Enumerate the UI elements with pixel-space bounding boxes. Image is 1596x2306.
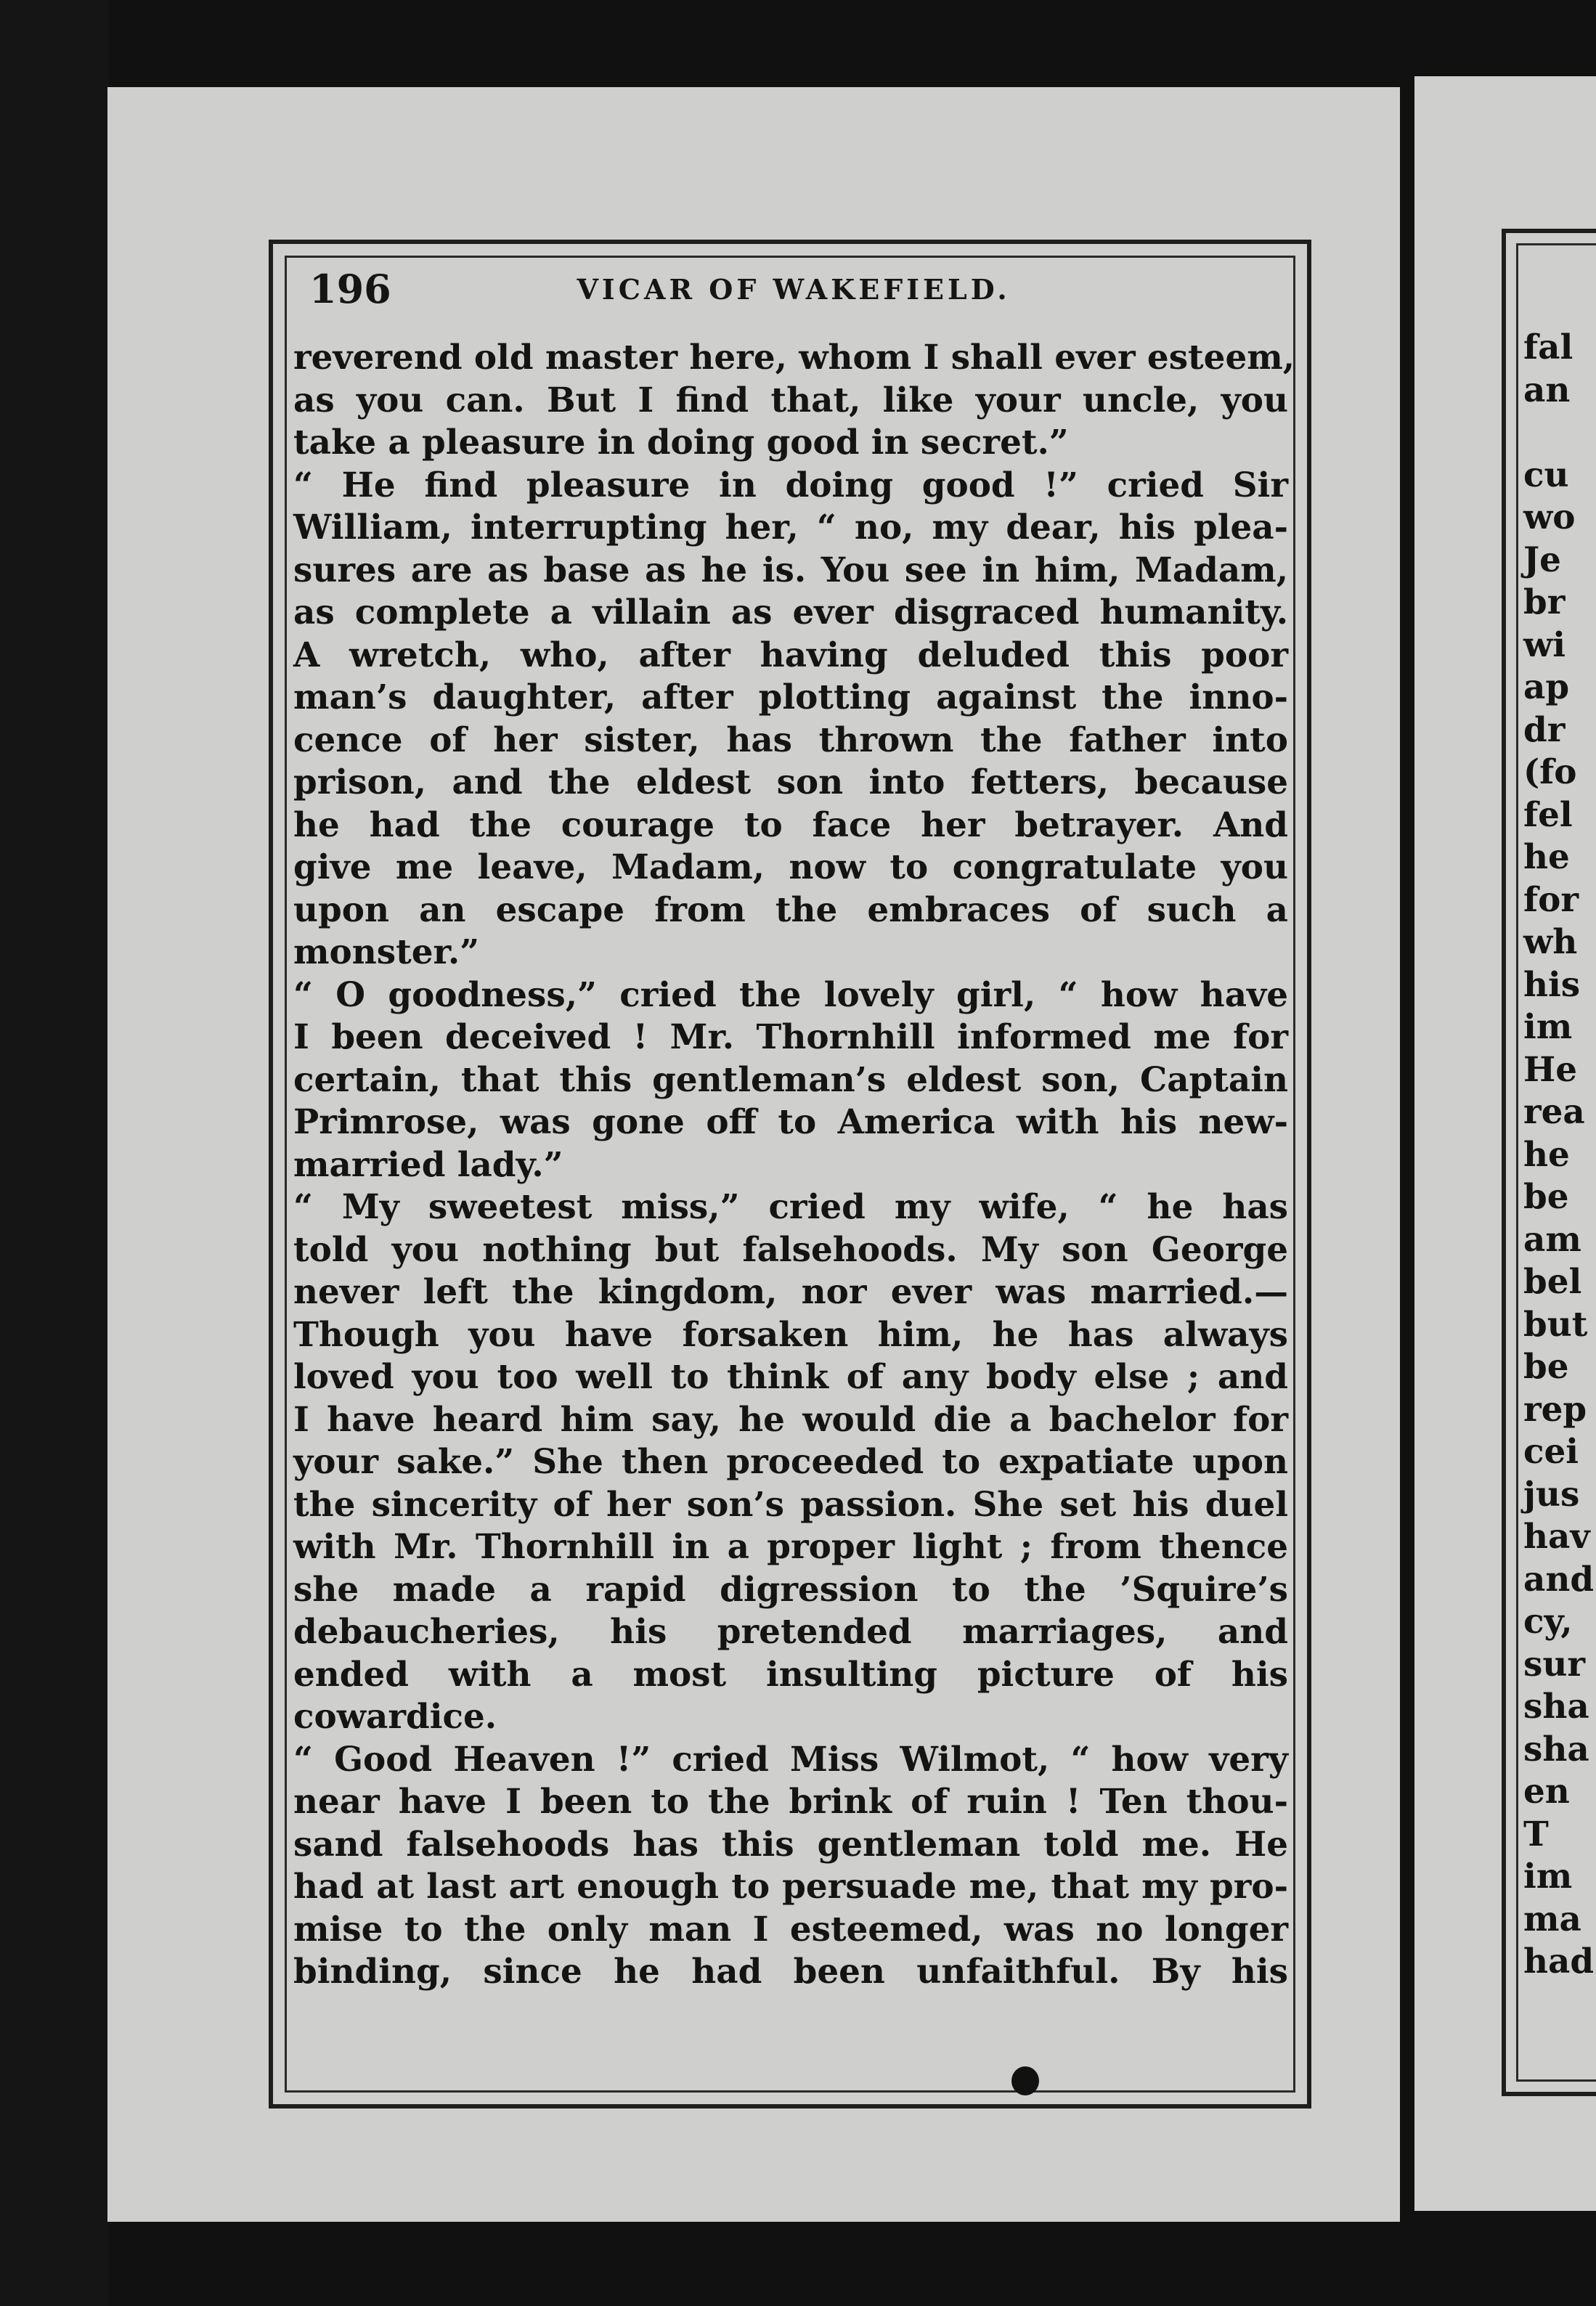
text-line: had at last art enough to persuade me, that my pro-: [293, 1867, 1288, 1907]
text-line: loved you too well to think of any body else ; and: [293, 1357, 1288, 1397]
adjacent-text-fragment: im: [1523, 1007, 1573, 1047]
text-line: Primrose, was gone off to America with his new-: [293, 1102, 1288, 1142]
adjacent-text-fragment: sha: [1523, 1729, 1589, 1769]
text-line: reverend old master here, whom I shall ever esteem,: [293, 338, 1295, 378]
text-line: ended with a most insulting picture of his: [293, 1654, 1288, 1695]
text-line: “ O goodness,” cried the lovely girl, “ how have: [293, 974, 1288, 1015]
book-page: [107, 87, 1400, 2222]
text-line: she made a rapid digression to the ’Squire’s: [293, 1569, 1288, 1610]
adjacent-text-fragment: and: [1523, 1559, 1595, 1600]
adjacent-text-fragment: im: [1523, 1857, 1573, 1896]
adjacent-text-fragment: but: [1523, 1304, 1588, 1345]
adjacent-text-fragment: Je: [1523, 539, 1561, 580]
text-line: take a pleasure in doing good in secret.”: [293, 423, 1069, 463]
text-line: told you nothing but falsehoods. My son George: [293, 1229, 1288, 1270]
adjacent-text-fragment: dr: [1523, 709, 1566, 750]
text-line: married lady.”: [293, 1144, 563, 1185]
text-line: sand falsehoods has this gentleman told me. He: [293, 1824, 1288, 1865]
adjacent-text-fragment: be: [1523, 1347, 1569, 1387]
adjacent-text-fragment: br: [1523, 582, 1566, 622]
adjacent-text-fragment: rea: [1523, 1092, 1585, 1132]
adjacent-text-fragment: am: [1523, 1219, 1581, 1260]
text-line: Though you have forsaken him, he has always: [293, 1314, 1288, 1355]
adjacent-text-fragment: (fo: [1523, 752, 1577, 792]
adjacent-text-fragment: ap: [1523, 667, 1570, 707]
text-line: never left the kingdom, nor ever was married.—: [293, 1272, 1288, 1312]
adjacent-text-fragment: had: [1523, 1942, 1595, 1981]
adjacent-text-fragment: cu: [1523, 455, 1569, 495]
adjacent-text-fragment: an: [1523, 370, 1571, 410]
text-line: man’s daughter, after plotting against the inno-: [293, 677, 1288, 717]
adjacent-text-fragment: cy,: [1523, 1602, 1573, 1642]
text-line: certain, that this gentleman’s eldest son, Captain: [293, 1059, 1288, 1100]
text-line: I have heard him say, he would die a bachelor for: [293, 1399, 1288, 1440]
text-line: mise to the only man I esteemed, was no longer: [293, 1909, 1288, 1949]
adjacent-text-fragment: fal: [1523, 327, 1573, 367]
adjacent-text-fragment: hav: [1523, 1517, 1590, 1557]
text-line: with Mr. Thornhill in a proper light ; from thence: [293, 1527, 1288, 1567]
adjacent-text-fragment: his: [1523, 964, 1581, 1005]
text-line: cence of her sister, has thrown the father into: [293, 720, 1288, 760]
text-line: give me leave, Madam, now to congratulate you: [293, 847, 1288, 887]
adjacent-text-fragment: he: [1523, 837, 1570, 877]
adjacent-text-fragment: bel: [1523, 1262, 1582, 1302]
adjacent-text-fragment: He: [1523, 1049, 1577, 1090]
adjacent-text-fragment: he: [1523, 1134, 1570, 1175]
text-line: “ He find pleasure in doing good !” cried Sir: [293, 465, 1288, 505]
text-line: cowardice.: [293, 1697, 497, 1737]
adjacent-text-fragment: rep: [1523, 1389, 1587, 1430]
text-line: prison, and the eldest son into fetters, because: [293, 762, 1288, 802]
adjacent-text-fragment: wi: [1523, 624, 1566, 665]
running-title: VICAR OF WAKEFIELD.: [577, 273, 1011, 306]
text-line: “ My sweetest miss,” cried my wife, “ he has: [293, 1187, 1288, 1227]
text-line: the sincerity of her son’s passion. She set his duel: [293, 1484, 1288, 1525]
adjacent-text-fragment: cei: [1523, 1432, 1579, 1472]
text-line: I been deceived ! Mr. Thornhill informed me for: [293, 1017, 1288, 1057]
text-line: binding, since he had been unfaithful. By his: [293, 1952, 1288, 1992]
text-line: near have I been to the brink of ruin ! Ten thou-: [293, 1782, 1288, 1822]
text-line: monster.”: [293, 932, 480, 972]
adjacent-text-fragment: en: [1523, 1772, 1570, 1812]
adjacent-text-fragment: wh: [1523, 922, 1578, 962]
adjacent-text-fragment: for: [1523, 879, 1579, 920]
body-text: [293, 337, 1295, 1994]
adjacent-text-fragment: fel: [1523, 794, 1573, 835]
text-line: sures are as base as he is. You see in him, Madam,: [293, 550, 1288, 590]
text-line: debaucheries, his pretended marriages, and: [293, 1612, 1288, 1652]
adjacent-page: [1414, 76, 1596, 2211]
text-line: he had the courage to face her betrayer. And: [293, 804, 1288, 845]
text-line: upon an escape from the embraces of such a: [293, 889, 1288, 930]
page-frame: [269, 240, 1311, 2109]
text-line: your sake.” She then proceeded to expatiate upon: [293, 1442, 1288, 1482]
page-header: [309, 266, 1278, 324]
scan-background: [0, 0, 109, 2306]
adjacent-text-fragment: [1523, 412, 1594, 455]
adjacent-text-fragment: sur: [1523, 1644, 1586, 1684]
text-line: as complete a villain as ever disgraced humanity.: [293, 592, 1288, 632]
text-line: A wretch, who, after having deluded this poor: [293, 635, 1288, 675]
adjacent-text-fragment: jus: [1523, 1474, 1580, 1515]
text-line: “ Good Heaven !” cried Miss Wilmot, “ how very: [293, 1739, 1288, 1780]
ink-blot: [1011, 2066, 1039, 2095]
text-line: as you can. But I find that, like your uncle, you: [293, 380, 1288, 420]
page-number: 196: [309, 266, 391, 312]
adjacent-text-fragment: ma: [1523, 1899, 1581, 1939]
adjacent-text-fragment: be: [1523, 1177, 1569, 1217]
adjacent-text-fragment: wo: [1523, 497, 1576, 537]
adjacent-page-text: [1523, 327, 1594, 1984]
text-line: William, interrupting her, “ no, my dear, his plea-: [293, 508, 1288, 547]
adjacent-text-fragment: T: [1523, 1814, 1549, 1854]
adjacent-text-fragment: sha: [1523, 1687, 1589, 1727]
